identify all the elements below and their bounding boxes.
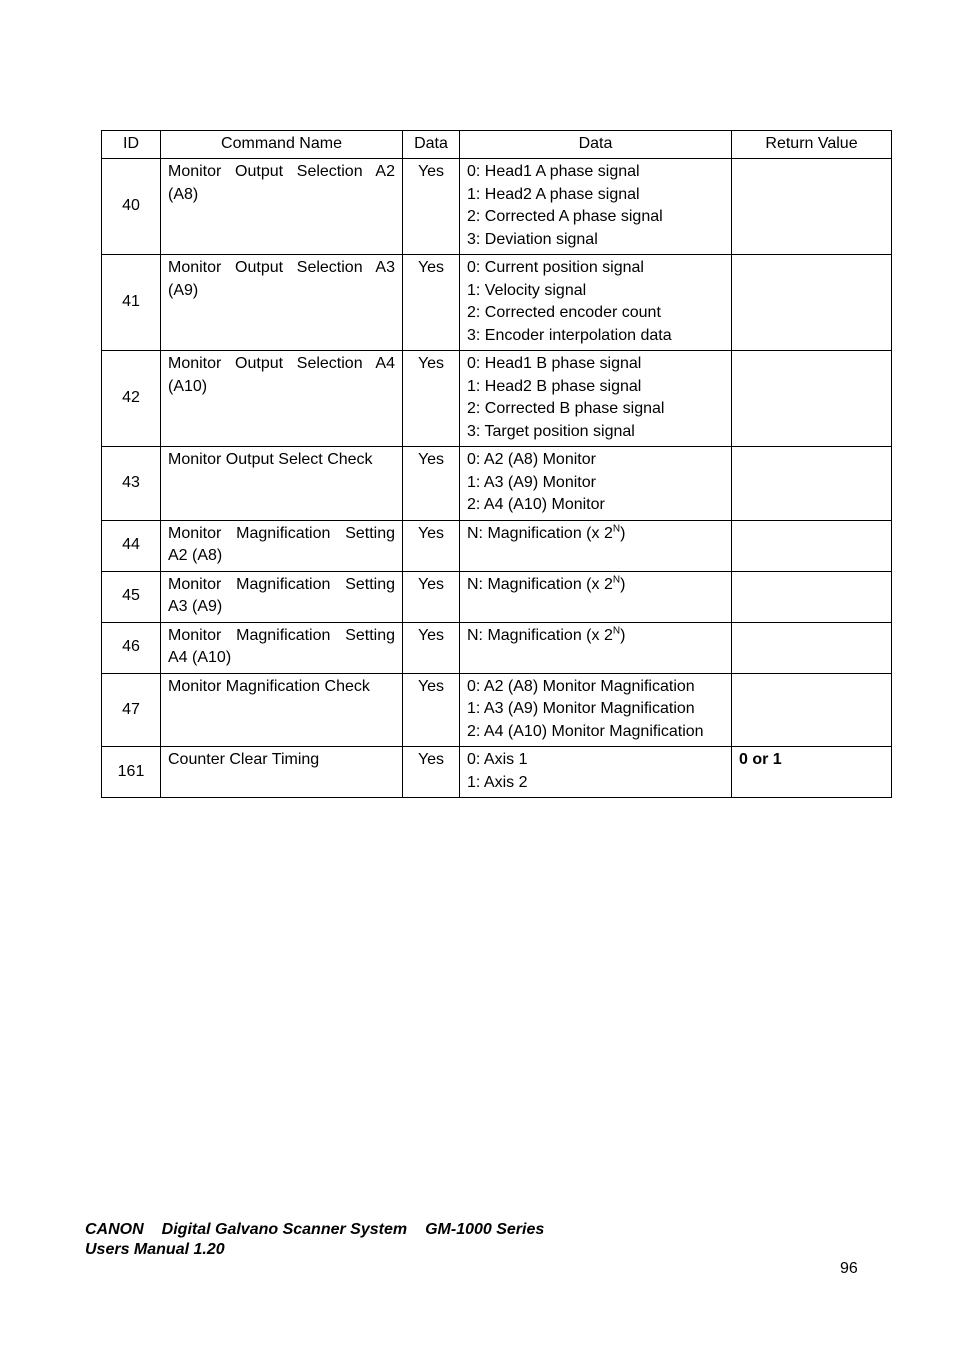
table-header-row (102, 131, 892, 159)
cell-data: Yes (403, 673, 460, 747)
cell-id: 46 (102, 622, 161, 673)
cell-data-values (460, 571, 732, 622)
cell-command-name: Monitor Magnification Setting A2 (A8) (161, 520, 403, 571)
cell-command-name: Monitor Magnification Check (161, 673, 403, 747)
footer-series: GM-1000 Series (425, 1221, 545, 1238)
data-value-line: 1: A3 (A9) Monitor Magnification (467, 700, 695, 717)
cell-data-values (460, 447, 732, 521)
cell-data: Yes (403, 255, 460, 351)
magnification-suffix: ) (620, 524, 626, 542)
footer-title-line (85, 1220, 544, 1240)
data-value-line: 0: Axis 1 (467, 751, 528, 768)
data-value-line: 0: Head1 B phase signal (467, 355, 642, 372)
data-value-line: 2: Corrected B phase signal (467, 400, 665, 417)
table-row (102, 351, 892, 447)
cell-id: 161 (102, 747, 161, 798)
table-row (102, 447, 892, 521)
magnification-sup: N (612, 574, 621, 586)
cell-id: 43 (102, 447, 161, 521)
magnification-prefix: N: Magnification (x 2 (467, 575, 613, 593)
cell-data-values (460, 622, 732, 673)
magnification-suffix: ) (620, 575, 626, 593)
data-value-line: 1: Head2 A phase signal (467, 185, 640, 203)
cell-return-value (732, 159, 892, 255)
cell-data: Yes (403, 747, 460, 798)
cell-data-values (460, 673, 732, 747)
footer-brand: CANON (85, 1221, 144, 1238)
cell-return-value (732, 255, 892, 351)
data-value-line: 1: Axis 2 (467, 773, 528, 791)
table-row (102, 255, 892, 351)
footer-system: Digital Galvano Scanner System (161, 1221, 408, 1238)
cell-id: 41 (102, 255, 161, 351)
table-row (102, 673, 892, 747)
cell-data: Yes (403, 351, 460, 447)
data-value-line: 3: Encoder interpolation data (467, 326, 672, 344)
data-value-line: 0: A2 (A8) Monitor Magnification (467, 677, 695, 695)
table-row (102, 622, 892, 673)
cell-return-value (732, 520, 892, 571)
data-value-line: 0: Current position signal (467, 259, 644, 276)
cell-data-values (460, 159, 732, 255)
cell-return-value (732, 447, 892, 521)
data-value-line: 1: Velocity signal (467, 281, 587, 299)
cell-data-values (460, 351, 732, 447)
cell-command-name: Monitor Magnification Setting A4 (A10) (161, 622, 403, 673)
table-row (102, 159, 892, 255)
data-value-line: 1: Head2 B phase signal (467, 377, 642, 395)
cell-data: Yes (403, 571, 460, 622)
cell-command-name: Monitor Output Selection A4 (A10) (161, 351, 403, 447)
command-table (101, 130, 892, 798)
footer (85, 1220, 544, 1260)
header-id: ID (102, 131, 161, 159)
cell-id: 40 (102, 159, 161, 255)
cell-data-values (460, 255, 732, 351)
cell-command-name: Monitor Magnification Setting A3 (A9) (161, 571, 403, 622)
cell-command-name: Monitor Output Selection A3 (A9) (161, 255, 403, 351)
table-row (102, 520, 892, 571)
magnification-suffix: ) (620, 626, 626, 644)
table-row (102, 571, 892, 622)
cell-command-name: Monitor Output Selection A2 (A8) (161, 159, 403, 255)
magnification-sup: N (612, 625, 621, 637)
page-number: 96 (840, 1260, 858, 1277)
cell-return-value (732, 351, 892, 447)
cell-return-value: 0 or 1 (732, 747, 892, 798)
cell-id: 47 (102, 673, 161, 747)
data-value-line: 0: Head1 A phase signal (467, 163, 640, 180)
cell-data: Yes (403, 622, 460, 673)
footer-manual-version: Users Manual 1.20 (85, 1241, 225, 1258)
cell-command-name: Counter Clear Timing (161, 747, 403, 798)
data-value-line: 2: A4 (A10) Monitor Magnification (467, 722, 704, 740)
cell-data-values (460, 747, 732, 798)
cell-data-values (460, 520, 732, 571)
cell-return-value (732, 571, 892, 622)
magnification-formula (467, 523, 724, 546)
header-data-values: Data (460, 131, 732, 159)
data-value-line: 1: A3 (A9) Monitor (467, 473, 596, 491)
cell-id: 45 (102, 571, 161, 622)
magnification-prefix: N: Magnification (x 2 (467, 626, 613, 644)
header-command-name: Command Name (161, 131, 403, 159)
magnification-prefix: N: Magnification (x 2 (467, 524, 613, 542)
data-value-line: 3: Deviation signal (467, 230, 598, 248)
cell-return-value (732, 673, 892, 747)
magnification-formula (467, 625, 724, 648)
cell-return-value (732, 622, 892, 673)
cell-data: Yes (403, 520, 460, 571)
table-row (102, 747, 892, 798)
cell-id: 44 (102, 520, 161, 571)
header-return-value: Return Value (732, 131, 892, 159)
cell-command-name: Monitor Output Select Check (161, 447, 403, 521)
data-value-line: 3: Target position signal (467, 422, 635, 440)
magnification-formula (467, 574, 724, 597)
data-value-line: 2: A4 (A10) Monitor (467, 496, 605, 513)
cell-data: Yes (403, 447, 460, 521)
data-value-line: 2: Corrected encoder count (467, 304, 661, 321)
cell-data: Yes (403, 159, 460, 255)
cell-id: 42 (102, 351, 161, 447)
header-data: Data (403, 131, 460, 159)
data-value-line: 2: Corrected A phase signal (467, 208, 663, 225)
data-value-line: 0: A2 (A8) Monitor (467, 451, 596, 468)
magnification-sup: N (612, 523, 621, 535)
